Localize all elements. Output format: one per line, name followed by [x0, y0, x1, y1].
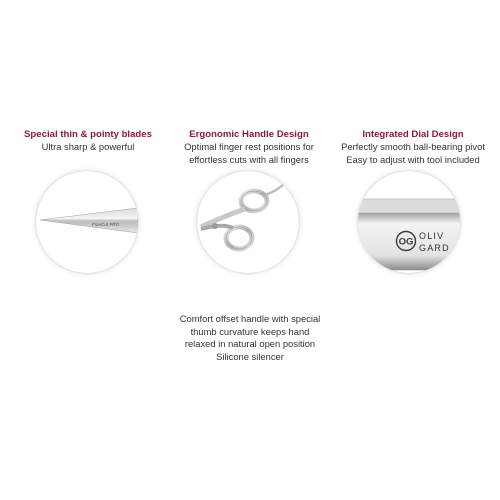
- scissor-handle-icon: [197, 171, 299, 273]
- feature-title: Integrated Dial Design: [362, 129, 464, 140]
- feature-integrated-dial: [338, 128, 488, 166]
- feature-description: Ultra sharp & powerful: [41, 141, 135, 152]
- brand-text: GARD: [419, 243, 450, 253]
- scissor-blade-icon: [36, 171, 138, 273]
- blade-engraving: FineCut PRO: [92, 222, 120, 227]
- feature-description: Easy to adjust with tool included: [346, 153, 480, 165]
- dial-icon: [358, 171, 460, 273]
- blade-closeup-image: [36, 171, 138, 273]
- feature-ergonomic-handle: [166, 128, 332, 166]
- feature-description: effortless cuts with all fingers: [189, 153, 309, 165]
- feature-description: Optimal finger rest positions for: [184, 141, 314, 152]
- caption-line: thumb curvature keeps hand: [190, 325, 310, 337]
- feature-title: Special thin & pointy blades: [24, 129, 152, 140]
- handle-closeup-image: [197, 171, 299, 273]
- feature-thin-blades: [18, 128, 158, 154]
- feature-description: Perfectly smooth ball-bearing pivot: [341, 141, 485, 152]
- brand-text: OLIV: [419, 231, 445, 241]
- caption-line: Silicone silencer: [216, 350, 284, 362]
- handle-caption: [150, 313, 350, 363]
- dial-closeup-image: [358, 171, 460, 273]
- caption-line: Comfort offset handle with special: [179, 313, 321, 324]
- brand-monogram: OG: [398, 236, 414, 248]
- feature-title: Ergonomic Handle Design: [189, 129, 309, 140]
- caption-line: relaxed in natural open position: [184, 338, 316, 349]
